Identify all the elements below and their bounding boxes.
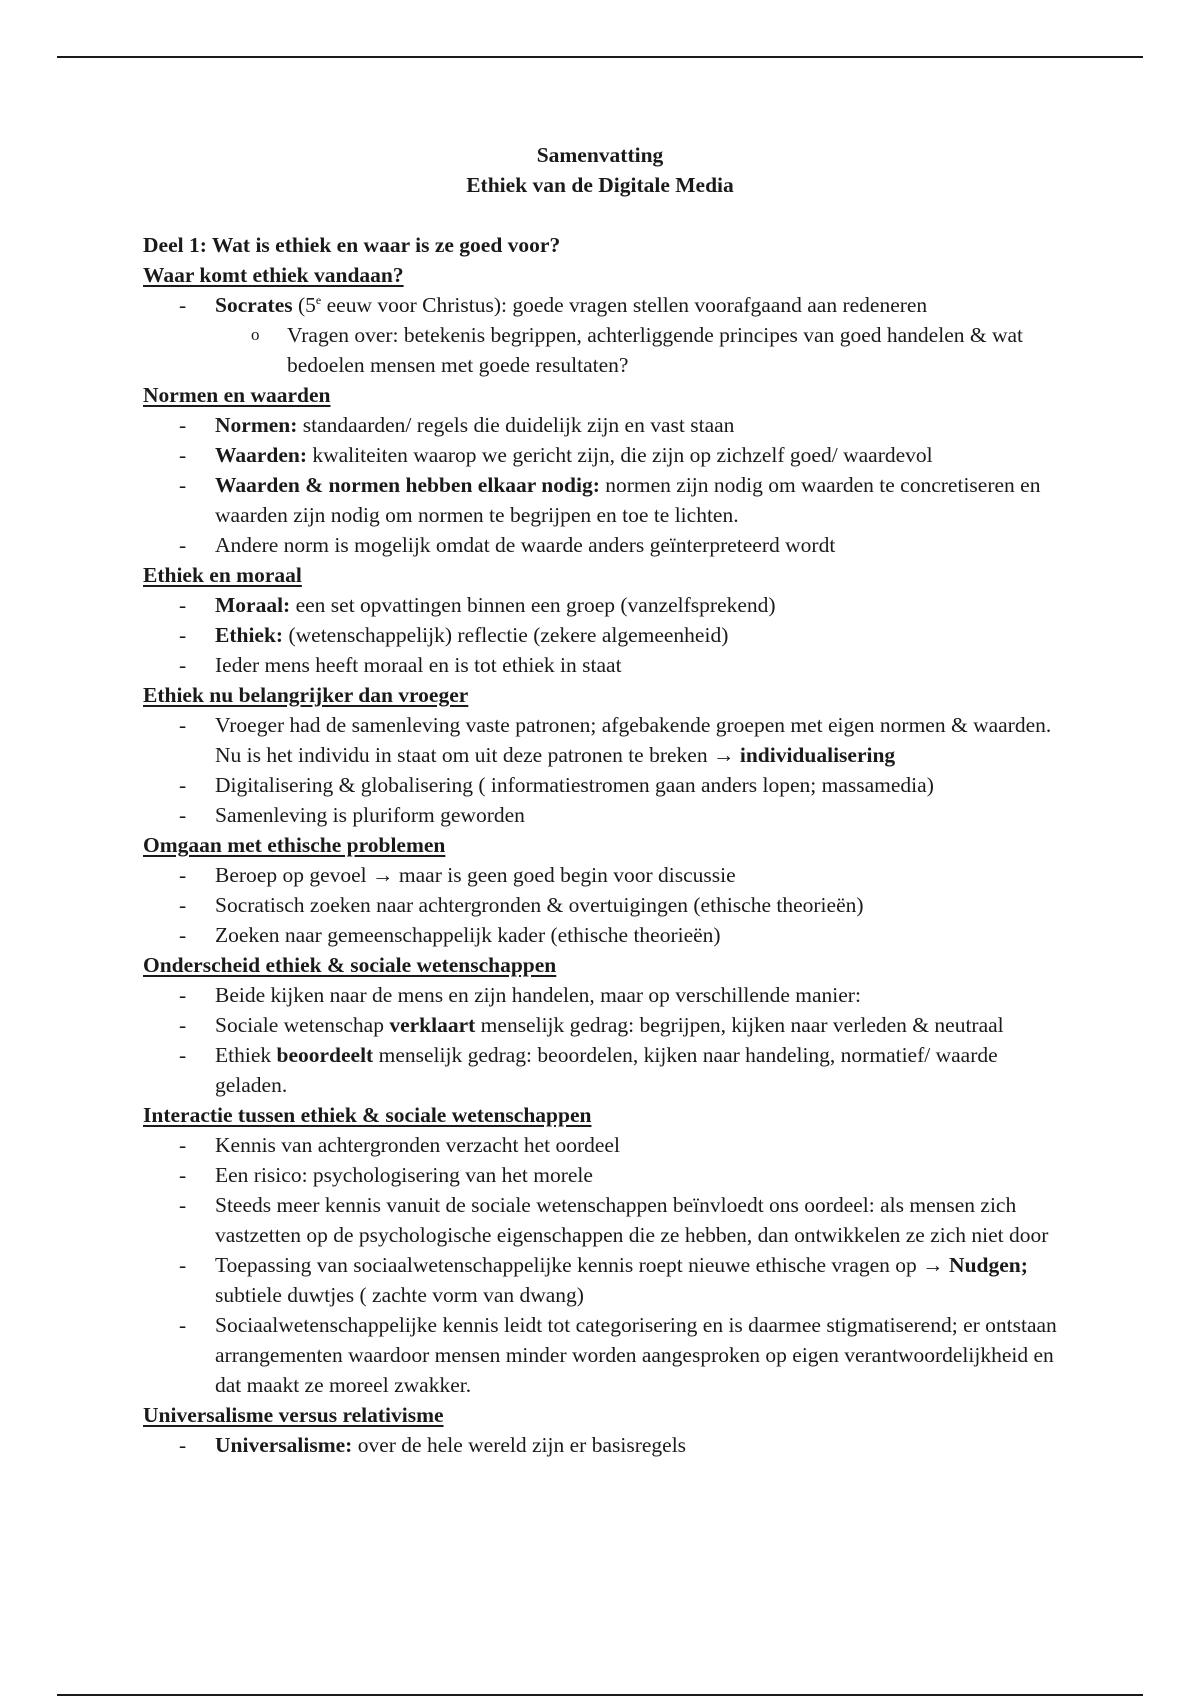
list-item: - Moraal: een set opvattingen binnen een groep (vanzelfsprekend) bbox=[179, 593, 776, 617]
list-item: - Steeds meer kennis vanuit de sociale wetenschappen beïnvloedt ons oordeel: als mensen zich vastzetten op de psychologische eigenschappen die ze hebben, dan ontwikkelen ze zich niet door bbox=[179, 1193, 1049, 1247]
document-subtitle: Ethiek van de Digitale Media bbox=[466, 173, 734, 197]
list-item: - Een risico: psychologisering van het morele bbox=[179, 1163, 593, 1187]
sub-list-item: o Vragen over: betekenis begrippen, achterliggende principes van goed handelen & wat bedoelen mensen met goede resultaten? bbox=[251, 323, 1023, 377]
list-item: - Ieder mens heeft moraal en is tot ethiek in staat bbox=[179, 653, 622, 677]
list-item: - Toepassing van sociaalwetenschappelijke kennis roept nieuwe ethische vragen op → Nudgen; subtiele duwtjes ( zachte vorm van dwang) bbox=[179, 1253, 1028, 1307]
list-item: - Waarden: kwaliteiten waarop we gericht zijn, die zijn op zichzelf goed/ waardevol bbox=[179, 443, 933, 467]
list-item: - Zoeken naar gemeenschappelijk kader (ethische theorieën) bbox=[179, 923, 721, 947]
document-title-block bbox=[0, 140, 1200, 200]
list-item: - Sociale wetenschap verklaart menselijk gedrag: begrijpen, kijken naar verleden & neutraal bbox=[179, 1013, 1004, 1037]
part-heading: Deel 1: Wat is ethiek en waar is ze goed voor? bbox=[143, 233, 561, 257]
section-heading: Normen en waarden bbox=[143, 383, 331, 407]
list-item: - Andere norm is mogelijk omdat de waarde anders geïnterpreteerd wordt bbox=[179, 533, 836, 557]
section-heading: Waar komt ethiek vandaan? bbox=[143, 263, 404, 287]
section-heading: Ethiek nu belangrijker dan vroeger bbox=[143, 683, 469, 707]
list-item: - Ethiek beoordeelt menselijk gedrag: beoordelen, kijken naar handeling, normatief/ waarde geladen. bbox=[179, 1043, 998, 1097]
bottom-rule bbox=[57, 1694, 1143, 1696]
document-title: Samenvatting bbox=[536, 143, 664, 167]
list-item: - Universalisme: over de hele wereld zijn er basisregels bbox=[179, 1433, 687, 1457]
top-rule bbox=[57, 56, 1143, 58]
section-heading: Ethiek en moraal bbox=[143, 563, 302, 587]
list-item: - Vroeger had de samenleving vaste patronen; afgebakende groepen met eigen normen & waarden. Nu is het individu in staat om uit deze patronen te breken → individualisering bbox=[179, 713, 1052, 767]
list-item: - Waarden & normen hebben elkaar nodig: normen zijn nodig om waarden te concretiseren en waarden zijn nodig om normen te begrijpen en toe te lichten. bbox=[179, 473, 1041, 527]
list-item: - Beroep op gevoel → maar is geen goed begin voor discussie bbox=[179, 863, 736, 887]
list-item: - Socratisch zoeken naar achtergronden & overtuigingen (ethische theorieën) bbox=[179, 893, 864, 917]
list-item: - Sociaalwetenschappelijke kennis leidt tot categorisering en is daarmee stigmatiserend; er ontstaan arrangementen waardoor mensen minder worden aangesproken op eigen verantwoordelijkheid en dat maakt ze moreel zwakker. bbox=[179, 1313, 1057, 1397]
list-item: - Kennis van achtergronden verzacht het oordeel bbox=[179, 1133, 620, 1157]
list-item: - Beide kijken naar de mens en zijn handelen, maar op verschillende manier: bbox=[179, 983, 861, 1007]
section-heading: Onderscheid ethiek & sociale wetenschappen bbox=[143, 953, 557, 977]
section-heading: Universalisme versus relativisme bbox=[143, 1403, 444, 1427]
list-item: - Socrates (5e eeuw voor Christus): goede vragen stellen voorafgaand aan redeneren bbox=[179, 292, 928, 317]
section-heading: Interactie tussen ethiek & sociale wetenschappen bbox=[143, 1103, 592, 1127]
document-body bbox=[143, 230, 1063, 1460]
list-item: - Normen: standaarden/ regels die duidelijk zijn en vast staan bbox=[179, 413, 735, 437]
list-item: - Samenleving is pluriform geworden bbox=[179, 803, 525, 827]
section-heading: Omgaan met ethische problemen bbox=[143, 833, 446, 857]
list-item: - Ethiek: (wetenschappelijk) reflectie (zekere algemeenheid) bbox=[179, 623, 729, 647]
list-item: - Digitalisering & globalisering ( informatiestromen gaan anders lopen; massamedia) bbox=[179, 773, 934, 797]
